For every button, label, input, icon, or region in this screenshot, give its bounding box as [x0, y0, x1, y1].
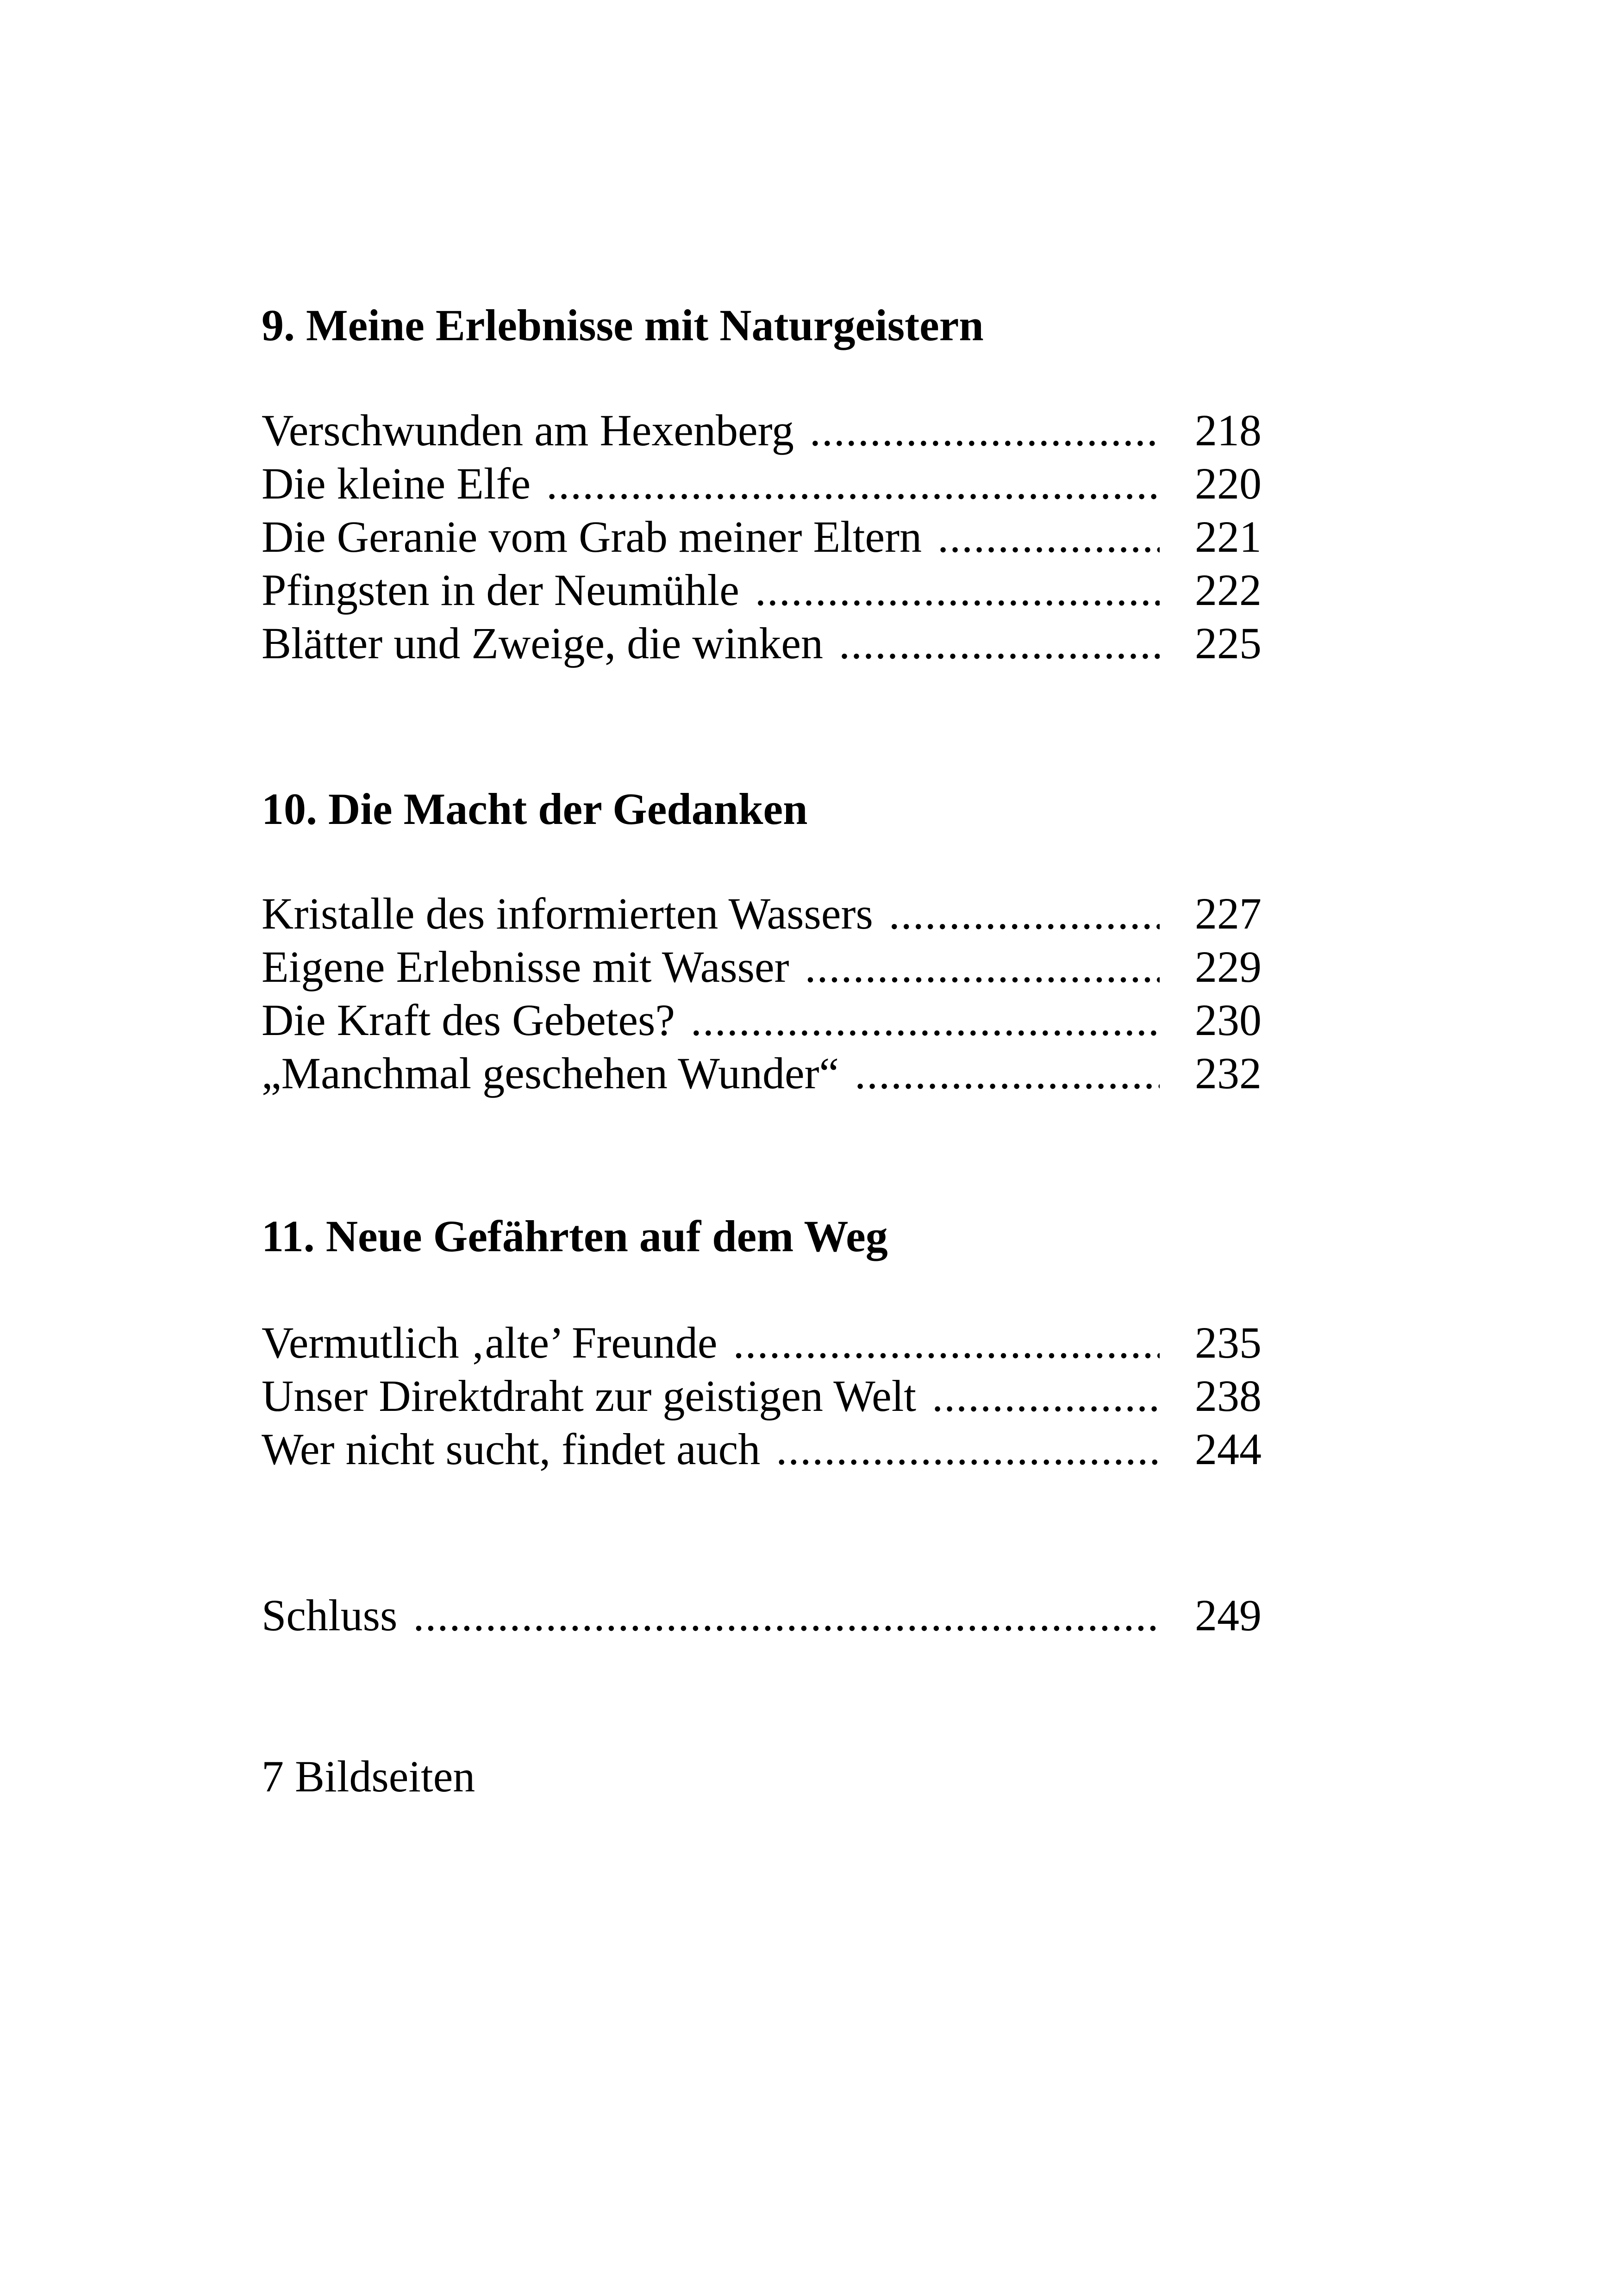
toc-entry[interactable] [262, 887, 1262, 940]
toc-list-chapter-9 [262, 404, 1262, 670]
toc-entry[interactable] [262, 457, 1262, 510]
toc-entry-title: Wer nicht sucht, findet auch [262, 1424, 764, 1474]
toc-entry[interactable] [262, 1422, 1262, 1476]
chapter-heading-10: 10. Die Macht der Gedanken [262, 784, 808, 834]
toc-entry-page: 232 [1195, 1048, 1262, 1098]
chapter-heading-9: 9. Meine Erlebnisse mit Naturgeistern [262, 300, 984, 350]
toc-entry-title: Eigene Erlebnisse mit Wasser [262, 942, 793, 992]
toc-entry[interactable] [262, 1316, 1262, 1369]
toc-entry-title: Unser Direktdraht zur geistigen Welt [262, 1371, 920, 1421]
toc-entry-title: Verschwunden am Hexenberg [262, 405, 798, 455]
toc-entry-page: 218 [1195, 405, 1262, 455]
toc-entry-page: 249 [1195, 1590, 1262, 1640]
toc-entry-title: Schluss [262, 1590, 401, 1640]
toc-entry[interactable] [262, 563, 1262, 617]
toc-entry-page: 221 [1195, 512, 1262, 561]
toc-entry-page: 235 [1195, 1318, 1262, 1367]
toc-list-chapter-11 [262, 1316, 1262, 1476]
toc-entry-title: Die Kraft des Gebetes? [262, 995, 679, 1045]
toc-entry-page: 227 [1195, 889, 1262, 938]
toc-entry[interactable] [262, 510, 1262, 563]
toc-entry-page: 229 [1195, 942, 1262, 992]
chapter-heading-11: 11. Neue Gefährten auf dem Weg [262, 1211, 888, 1261]
toc-entry-title: „Manchmal geschehen Wunder“ [262, 1048, 843, 1098]
toc-entry-title: Pfingsten in der Neumühle [262, 565, 743, 615]
toc-entry-title: Die kleine Elfe [262, 459, 534, 508]
toc-entry[interactable] [262, 1047, 1262, 1100]
toc-entry-page: 225 [1195, 618, 1262, 668]
toc-entry-closing[interactable] [262, 1589, 1262, 1642]
toc-entry-page: 230 [1195, 995, 1262, 1045]
toc-entry[interactable] [262, 617, 1262, 670]
toc-entry[interactable] [262, 1369, 1262, 1422]
picture-pages-note: 7 Bildseiten [262, 1752, 475, 1801]
toc-entry-title: Kristalle des informierten Wassers [262, 889, 877, 938]
toc-entry-title: Die Geranie vom Grab meiner Eltern [262, 512, 925, 561]
toc-list-chapter-10 [262, 887, 1262, 1100]
toc-entry[interactable] [262, 404, 1262, 457]
toc-entry-page: 238 [1195, 1371, 1262, 1421]
toc-entry[interactable] [262, 940, 1262, 993]
toc-entry-page: 222 [1195, 565, 1262, 615]
toc-entry[interactable] [262, 993, 1262, 1047]
toc-list-closing [262, 1589, 1262, 1642]
toc-entry-title: Vermutlich ‚alte’ Freunde [262, 1318, 721, 1367]
toc-entry-page: 244 [1195, 1424, 1262, 1474]
toc-entry-page: 220 [1195, 459, 1262, 508]
toc-entry-title: Blätter und Zweige, die winken [262, 618, 827, 668]
